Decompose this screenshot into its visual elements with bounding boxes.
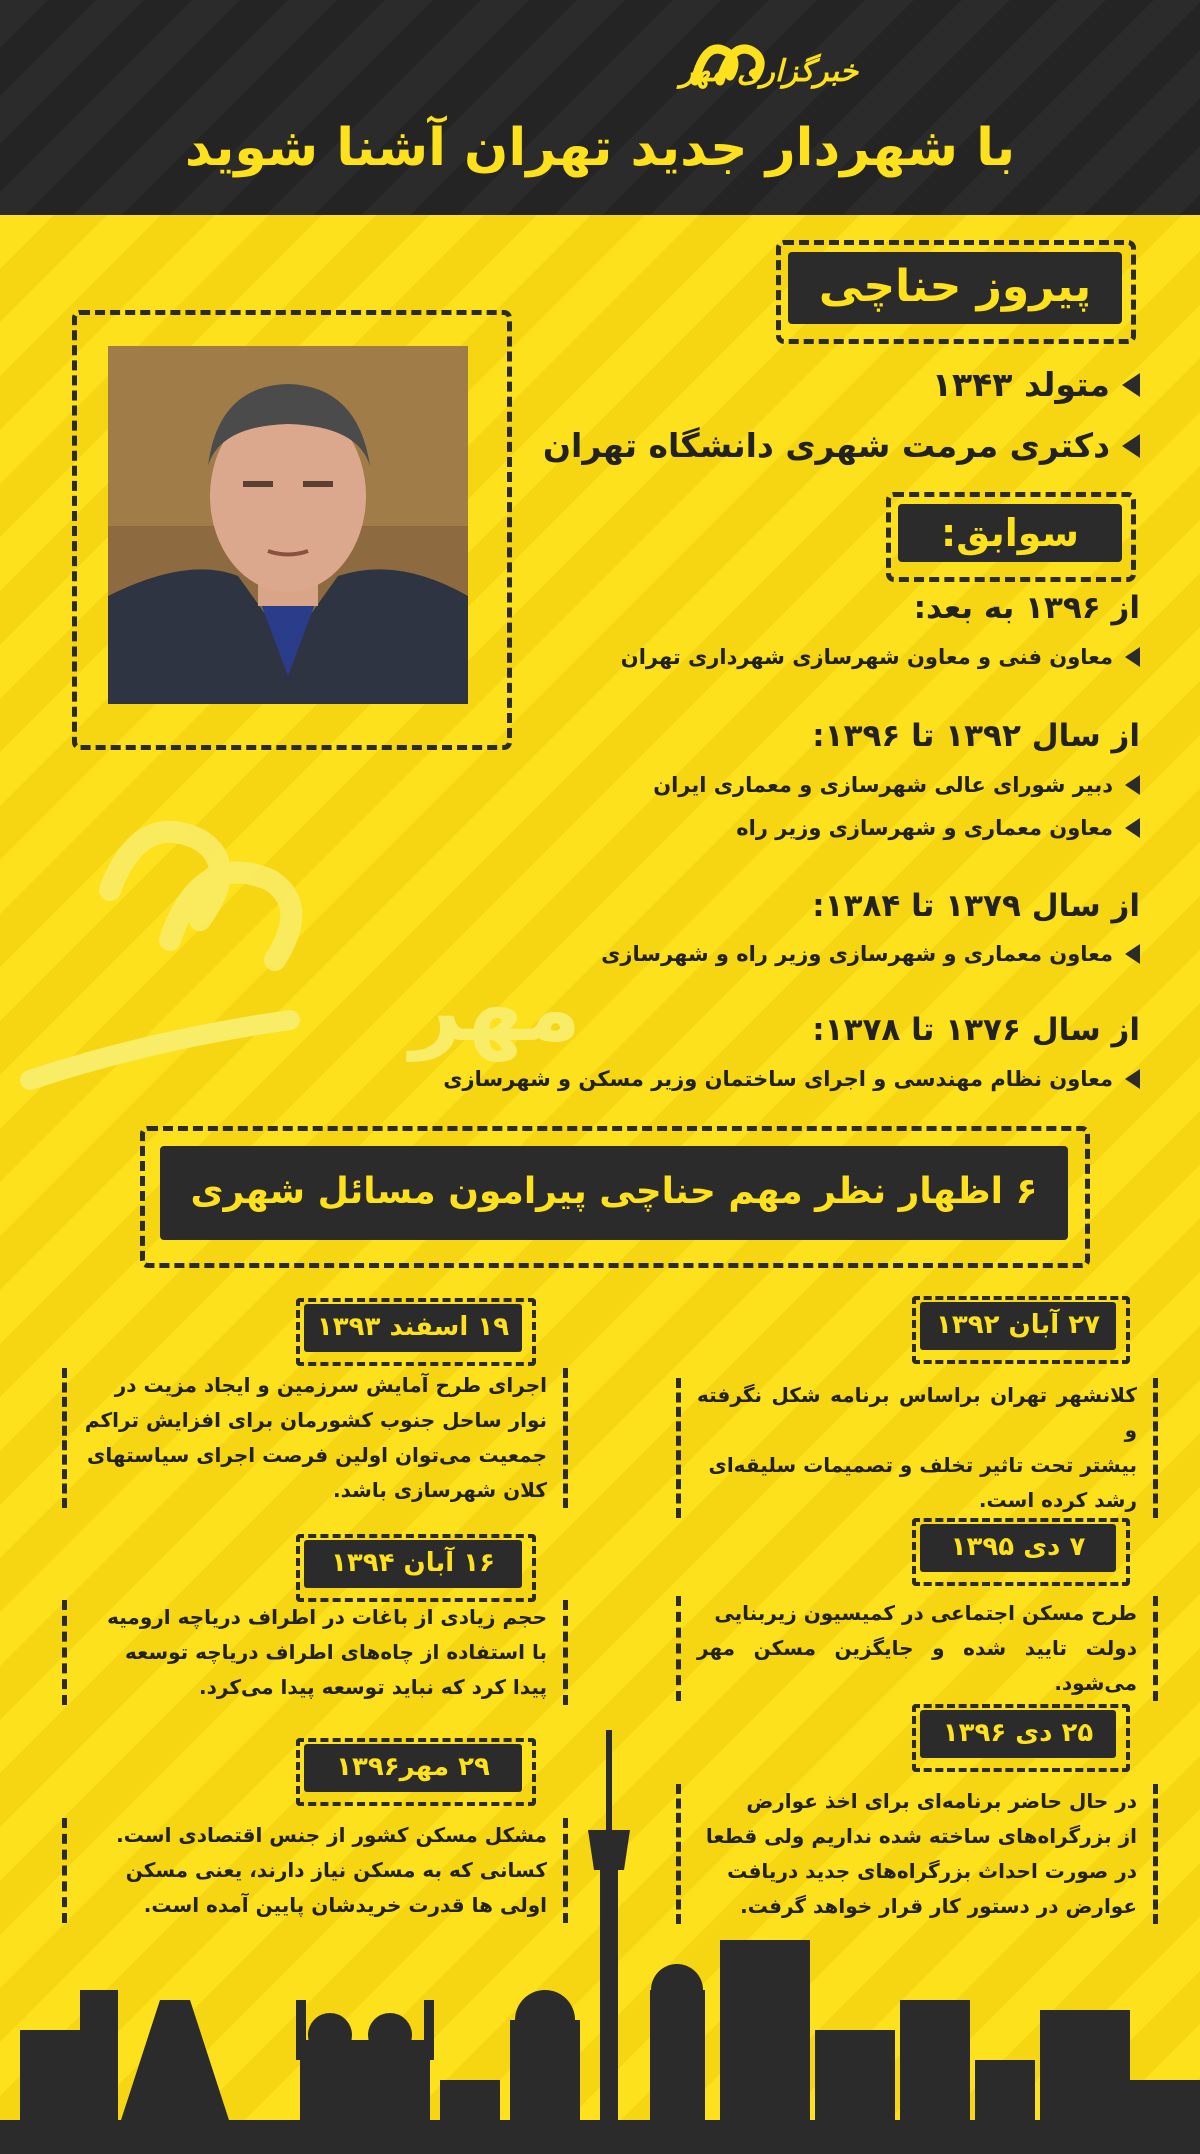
history-item-text: معاون نظام مهندسی و اجرای ساختمان وزیر مسکن و شهرسازی	[443, 1067, 1113, 1091]
opinion-date: ۱۶ آبان ۱۳۹۴	[304, 1540, 522, 1588]
opinion-line: از بزرگراه‌های ساخته شده نداریم ولی قطعا	[705, 1824, 1137, 1848]
opinion-line: کسانی که به مسکن نیاز دارند، یعنی مسکن	[125, 1858, 547, 1882]
opinion-line: طرح مسکن اجتماعی در کمیسیون زیربنایی	[714, 1601, 1137, 1625]
opinion-line: عوارض در دستور کار قرار خواهد گرفت.	[740, 1894, 1137, 1918]
bullet-arrow-icon	[1122, 373, 1140, 397]
opinion-line: اولی ها قدرت خریدشان پایین آمده است.	[143, 1893, 547, 1917]
person-name: پیروز حناچی	[788, 252, 1122, 324]
opinion-line: در صورت احداث بزرگراه‌های جدید دریافت	[727, 1859, 1137, 1883]
history-item-text: معاون معماری و شهرسازی وزیر راه	[736, 816, 1113, 840]
history-item-text: معاون فنی و معاون شهرسازی شهرداری تهران	[620, 645, 1113, 669]
born-text: متولد ۱۳۴۳	[931, 365, 1110, 404]
opinions-heading: ۶ اظهار نظر مهم حناچی پیرامون مسائل شهری	[160, 1146, 1068, 1240]
period-label: از سال ۱۳۷۶ تا ۱۳۷۸:	[812, 1012, 1140, 1048]
opinion-line: رشد کرده است.	[978, 1488, 1137, 1512]
opinion-date: ۲۷ آبان ۱۳۹۲	[920, 1302, 1116, 1350]
opinion-card	[62, 1600, 568, 1705]
bullet-arrow-icon	[1125, 775, 1140, 795]
opinion-line: در حال حاضر برنامه‌ای برای اخذ عوارض	[746, 1789, 1137, 1813]
history-item	[601, 942, 1140, 966]
opinion-line: بیشتر تحت تاثیر تخلف و تصمیمات سلیقه‌ای	[708, 1453, 1137, 1477]
born-row	[932, 365, 1140, 404]
opinion-card	[676, 1378, 1158, 1518]
history-item	[736, 816, 1140, 840]
history-heading: سوابق:	[898, 504, 1122, 562]
period-label: از سال ۱۳۹۲ تا ۱۳۹۶:	[812, 718, 1140, 754]
bullet-arrow-icon	[1125, 944, 1140, 964]
opinion-line: اجرای طرح آمایش سرزمین و ایجاد مزیت در	[114, 1373, 547, 1397]
tehran-skyline-icon	[0, 1700, 1200, 2154]
opinion-date: ۱۹ اسفند ۱۳۹۳	[304, 1304, 522, 1352]
opinion-date: ۷ دی ۱۳۹۵	[920, 1524, 1116, 1572]
opinion-card	[62, 1368, 568, 1508]
mehr-logo	[480, 26, 859, 106]
bullet-arrow-icon	[1125, 1069, 1140, 1089]
history-item	[443, 1067, 1140, 1091]
history-item-text: معاون معماری و شهرسازی وزیر راه و شهرسازی	[601, 942, 1113, 966]
period-label: از ۱۳۹۶ به بعد:	[913, 590, 1140, 626]
opinion-line: کلان شهرسازی باشد.	[333, 1478, 547, 1502]
opinion-line: پیدا کرد که نباید توسعه پیدا می‌کرد.	[199, 1675, 547, 1699]
mehr-watermark-icon	[10, 820, 582, 1100]
watermark-text: مهر	[410, 957, 582, 1062]
opinion-date: ۲۹ مهر۱۳۹۶	[304, 1744, 522, 1792]
history-item-text: دبیر شورای عالی شهرسازی و معماری ایران	[653, 773, 1113, 797]
opinion-line: جمعیت می‌توان اولین فرصت اجرای سیاستهای	[87, 1443, 547, 1467]
bullet-arrow-icon	[1125, 647, 1140, 667]
opinion-card	[676, 1596, 1158, 1701]
opinion-line: حجم زیادی از باغات در اطراف دریاچه ارومیه	[107, 1605, 547, 1629]
history-item	[621, 645, 1140, 669]
period-label: از سال ۱۳۷۹ تا ۱۳۸۴:	[812, 888, 1140, 924]
opinion-line: مشکل مسکن کشور از جنس اقتصادی است.	[116, 1823, 547, 1847]
page-title: با شهردار جدید تهران آشنا شوید	[184, 118, 1016, 178]
bullet-arrow-icon	[1125, 818, 1140, 838]
education-text: دکتری مرمت شهری دانشگاه تهران	[542, 426, 1110, 465]
bullet-arrow-icon	[1122, 434, 1140, 458]
opinion-line: دولت تایید شده و جایگزین مسکن مهر می‌شود.	[697, 1636, 1137, 1695]
portrait-photo	[108, 346, 468, 704]
opinion-line: با استفاده از چاه‌های اطراف دریاچه توسعه	[125, 1640, 547, 1664]
opinion-date: ۲۵ دی ۱۳۹۶	[920, 1710, 1116, 1758]
history-item	[653, 773, 1140, 797]
opinion-line: نوار ساحل جنوب کشورمان برای افزایش تراکم	[84, 1408, 547, 1432]
logo-text: خبرگزاری مهر	[680, 54, 859, 89]
education-row	[543, 426, 1140, 465]
opinion-line: کلانشهر تهران براساس برنامه شکل نگرفته و	[697, 1383, 1137, 1442]
